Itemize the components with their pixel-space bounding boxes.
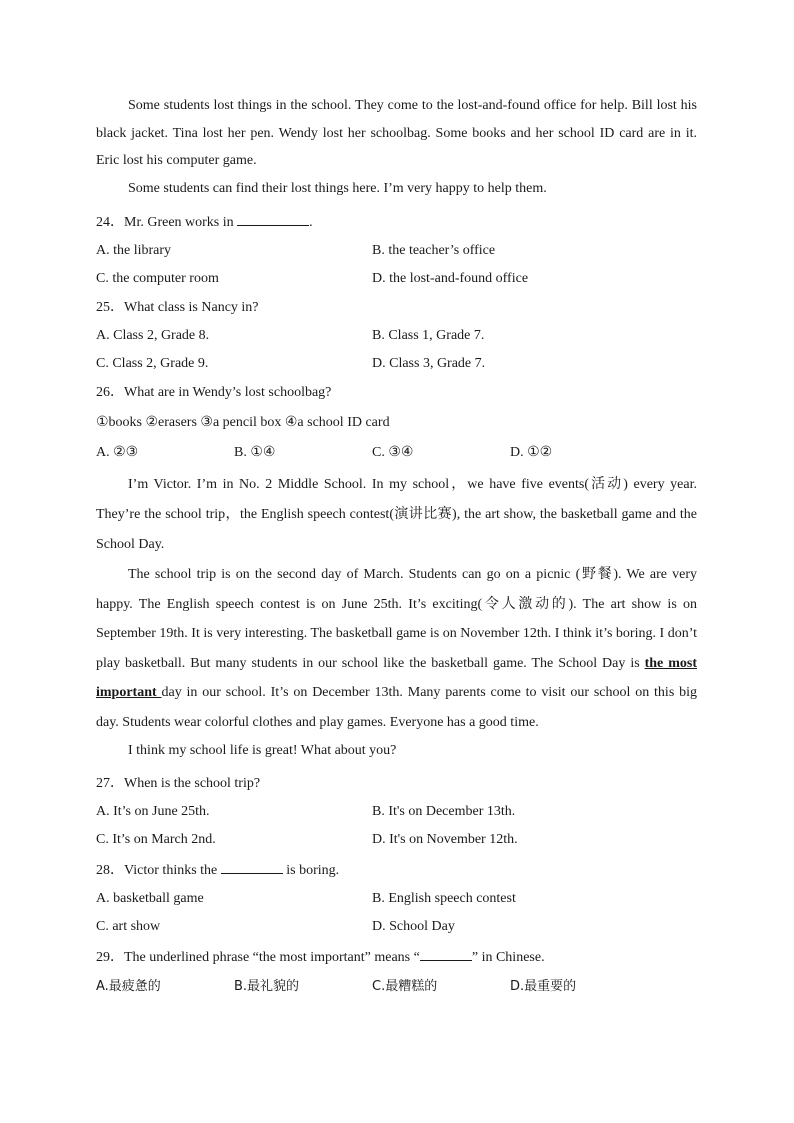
passage2-paragraph1: I’m Victor. I’m in No. 2 Middle School. In my school，we have five events(活动) every year. They’re the school trip，the English speech contest(演讲比赛), the art show, the basketball game and the School Day. — [96, 477, 697, 553]
passage2-paragraph3: I think my school life is great! What about you? — [128, 743, 397, 759]
question-27-stem: 27．When is the school trip? — [96, 775, 261, 791]
question-26-options — [96, 442, 697, 464]
question-24-stem-end: . — [309, 215, 313, 231]
question-28-stem-text: 28．Victor thinks the — [96, 862, 221, 878]
passage2-paragraph2-end: day in our school. It’s on December 13th. Many parents come to visit our school on this big day. Students wear colorful clothes and play games. Everyone has a good time. — [96, 685, 697, 730]
option-b: B. It's on December 13th. — [372, 803, 516, 819]
answer-blank — [221, 859, 283, 874]
option-b: B. English speech contest — [372, 890, 516, 906]
option-a: A. Class 2, Grade 8. — [96, 328, 210, 344]
option-b: B. ①④ — [234, 445, 276, 461]
option-d: D. the lost-and-found office — [372, 271, 529, 287]
question-24-stem-text: 24．Mr. Green works in — [96, 215, 238, 231]
option-c: C. art show — [96, 918, 161, 934]
option-c: C. Class 2, Grade 9. — [96, 356, 209, 372]
question-26-stem: 26．What are in Wendy’s lost schoolbag? — [96, 385, 332, 401]
question-29-stem-end: ” in Chinese. — [471, 949, 545, 965]
question-29-options — [96, 976, 697, 998]
question-28-stem-end: is boring. — [282, 862, 340, 878]
question-24-stem — [96, 211, 697, 233]
question-25-options — [96, 326, 697, 346]
underlined-phrase: the most important — [96, 655, 697, 701]
option-a: A. the library — [96, 243, 172, 259]
option-b: B.最礼貌的 — [234, 978, 300, 994]
option-b: B. Class 1, Grade 7. — [372, 328, 485, 344]
document-page — [96, 92, 697, 998]
option-c: C.最糟糕的 — [372, 978, 438, 994]
option-d: D.最重要的 — [510, 978, 577, 994]
option-c: C. ③④ — [372, 445, 414, 461]
question-25-stem: 25．What class is Nancy in? — [96, 300, 259, 316]
option-a: A.最疲惫的 — [96, 978, 161, 994]
option-a: A. ②③ — [96, 445, 139, 461]
question-26-items: ①books ②erasers ③a pencil box ④a school ID card — [96, 415, 390, 431]
question-25-options-row2 — [96, 354, 697, 374]
passage2-paragraph2 — [96, 560, 697, 737]
option-d: D. School Day — [372, 918, 455, 934]
question-24-options-row2 — [96, 269, 697, 289]
question-29-stem — [96, 946, 697, 968]
question-28-options-row2 — [96, 917, 697, 937]
answer-blank — [420, 946, 472, 961]
answer-blank — [237, 211, 309, 226]
passage2 — [96, 470, 697, 765]
passage1-paragraph2: Some students can find their lost things here. I’m very happy to help them. — [128, 180, 547, 196]
option-c: C. the computer room — [96, 271, 219, 287]
question-28-stem — [96, 859, 697, 881]
option-d: D. It's on November 12th. — [372, 831, 518, 847]
question-28-options — [96, 889, 697, 909]
option-a: A. basketball game — [96, 890, 204, 906]
option-d: D. ①② — [510, 445, 553, 461]
option-a: A. It’s on June 25th. — [96, 803, 210, 819]
option-b: B. the teacher’s office — [372, 243, 496, 259]
option-c: C. It’s on March 2nd. — [96, 831, 216, 847]
question-27-options-row2 — [96, 830, 697, 850]
question-24-options — [96, 241, 697, 261]
passage1-paragraph1: Some students lost things in the school. They come to the lost-and-found office for help. Bill lost his black jacket. Tina lost her pen. Wendy lost her schoolbag. Some books and her school ID card are in it. Eric lost his computer game. — [96, 98, 697, 169]
passage2-paragraph2-start: The school trip is on the second day of March. Students can go on a picnic (野餐). We are very happy. The English speech contest is on June 25th. It’s exciting(令人激动的). The art show is on September 19th. It is very interesting. The basketball game is on November 12th. I think it’s boring. I don’t play basketball. But many students in our school like the basketball game. The School Day is — [96, 567, 697, 671]
question-29-stem-text: 29．The underlined phrase “the most important” means “ — [96, 949, 420, 965]
option-d: D. Class 3, Grade 7. — [372, 356, 486, 372]
question-27-options — [96, 802, 697, 822]
